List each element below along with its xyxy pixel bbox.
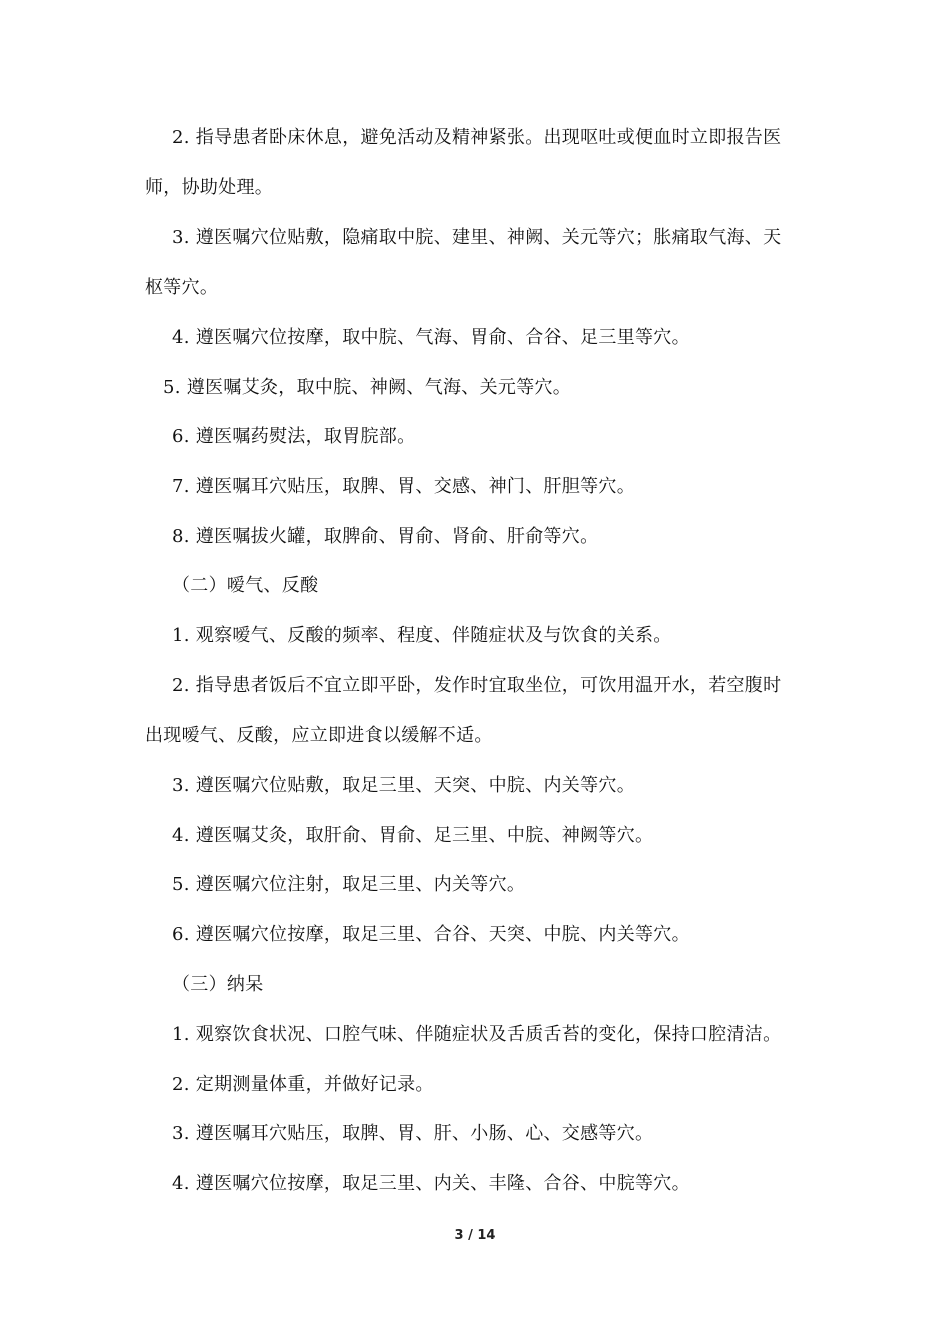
text-line: 8. 遵医嘱拔火罐，取脾俞、胃俞、肾俞、肝俞等穴。 <box>172 526 599 547</box>
text-line: 师，协助处理。 <box>145 177 274 198</box>
text-line: 4. 遵医嘱穴位按摩，取足三里、内关、丰隆、合谷、中脘等穴。 <box>172 1173 690 1194</box>
text-line: 3. 遵医嘱穴位贴敷，取足三里、天突、中脘、内关等穴。 <box>172 775 635 796</box>
text-line: 2. 定期测量体重，并做好记录。 <box>172 1074 434 1095</box>
text-line: 3. 遵医嘱耳穴贴压，取脾、胃、肝、小肠、心、交感等穴。 <box>172 1123 654 1144</box>
text-line: 6. 遵医嘱穴位按摩，取足三里、合谷、天突、中脘、内关等穴。 <box>172 924 690 945</box>
section-heading: （三）纳呆 <box>172 974 264 995</box>
text-line: 5. 遵医嘱穴位注射，取足三里、内关等穴。 <box>172 874 526 895</box>
text-line: 2. 指导患者饭后不宜立即平卧，发作时宜取坐位，可饮用温开水，若空腹时 <box>172 675 782 696</box>
text-line: 2. 指导患者卧床休息，避免活动及精神紧张。出现呕吐或便血时立即报告医 <box>172 127 782 148</box>
text-line: 4. 遵医嘱穴位按摩，取中脘、气海、胃俞、合谷、足三里等穴。 <box>172 327 690 348</box>
section-heading: （二）嗳气、反酸 <box>172 575 319 596</box>
text-line: 6. 遵医嘱药熨法，取胃脘部。 <box>172 426 416 447</box>
text-line: 3. 遵医嘱穴位贴敷，隐痛取中脘、建里、神阙、关元等穴；胀痛取气海、天 <box>172 227 782 248</box>
text-line: 枢等穴。 <box>145 277 219 298</box>
text-line: 5. 遵医嘱艾灸，取中脘、神阙、气海、关元等穴。 <box>163 377 572 398</box>
text-line: 1. 观察饮食状况、口腔气味、伴随症状及舌质舌苔的变化，保持口腔清洁。 <box>172 1024 782 1045</box>
text-line: 1. 观察嗳气、反酸的频率、程度、伴随症状及与饮食的关系。 <box>172 625 672 646</box>
page-number: 3 / 14 <box>454 1228 496 1243</box>
text-line: 出现嗳气、反酸，应立即进食以缓解不适。 <box>145 725 493 746</box>
text-line: 4. 遵医嘱艾灸，取肝俞、胃俞、足三里、中脘、神阙等穴。 <box>172 825 654 846</box>
text-line: 7. 遵医嘱耳穴贴压，取脾、胃、交感、神门、肝胆等穴。 <box>172 476 635 497</box>
